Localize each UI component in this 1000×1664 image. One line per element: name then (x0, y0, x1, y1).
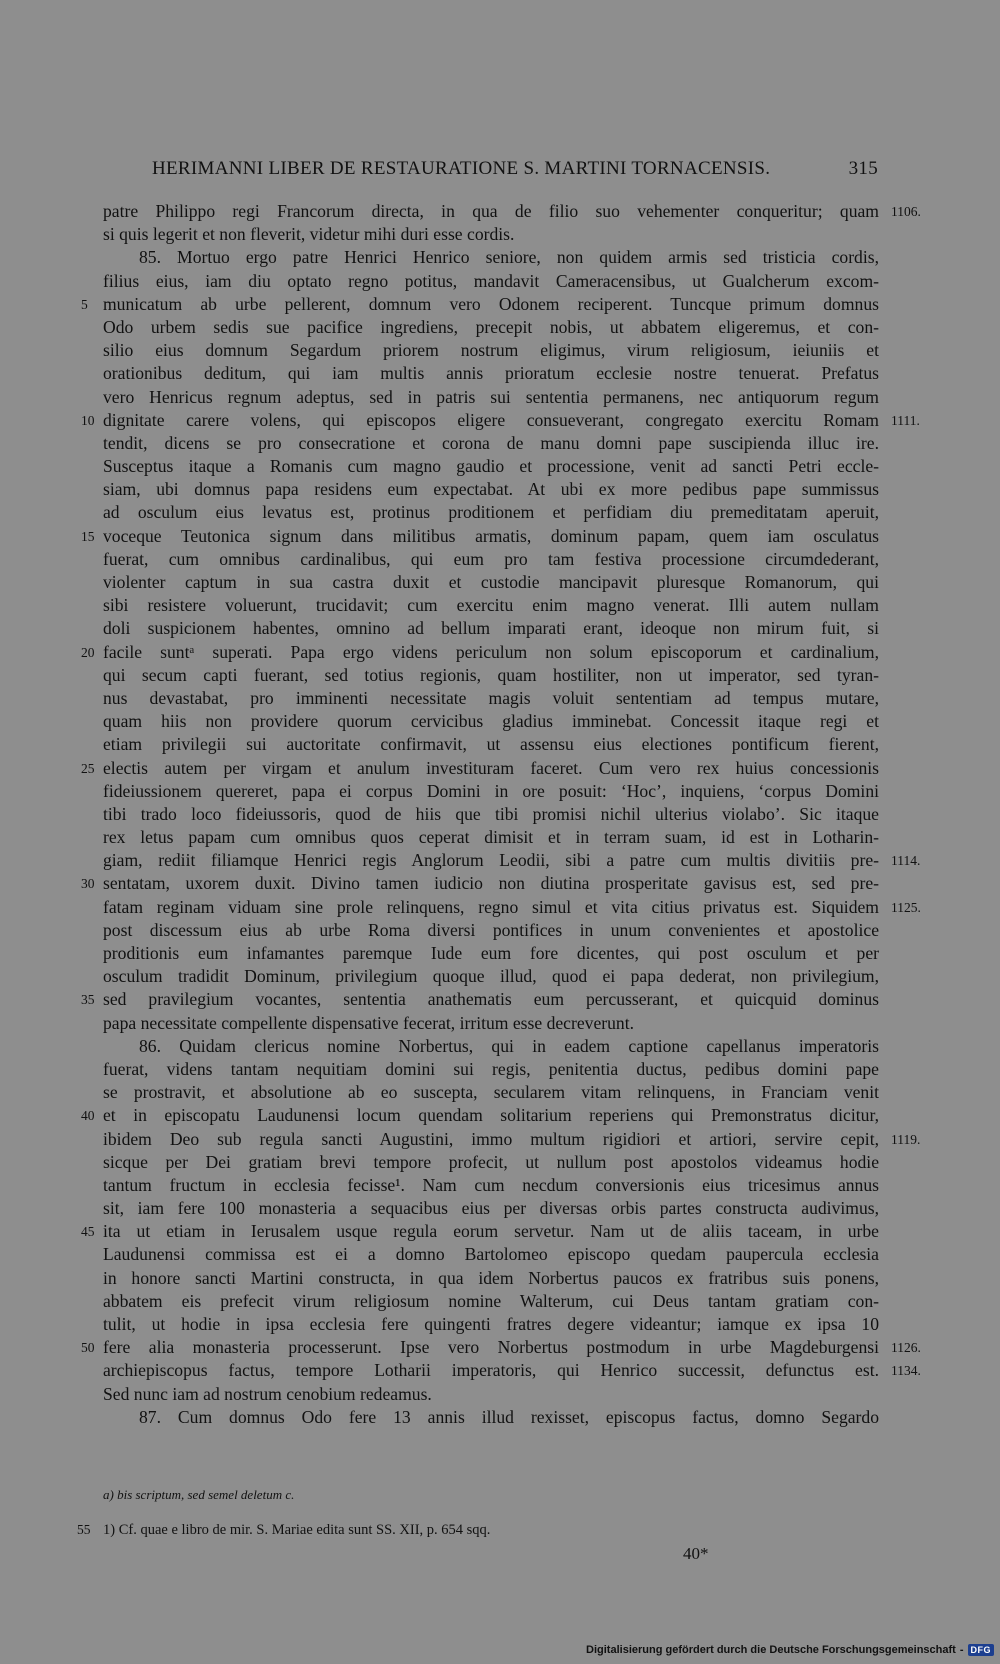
text-line (81, 988, 879, 1011)
text-line (103, 687, 879, 710)
line-text: giam, rediit filiamque Henrici regis Anglorum Leodii, sibi a patre cum multis divitiis pre- (103, 850, 879, 871)
line-text: ad osculum eius levatus est, protinus proditionem et perfidiam diu premeditatam aperuit, (103, 502, 879, 523)
line-text: doli suspicionem habentes, omnino ad bellum imparati erant, ideoque non mirum fuit, si (103, 618, 879, 639)
line-text: rex letus papam cum omnibus quos ceperat dimisit et in terram suam, id est in Lotharin- (103, 827, 879, 848)
text-line (103, 571, 879, 594)
line-number: 30 (81, 876, 95, 892)
line-text: proditionis eum infamantes paremque Iude eum fore dicentes, qui post osculum et per (103, 943, 879, 963)
text-line (103, 1081, 879, 1104)
text-line (103, 339, 879, 362)
text-line (103, 780, 879, 803)
line-text: et in episcopatu Laudunensi locum quendam solitarium reperiens qui Premonstratus dicitur, (103, 1105, 879, 1126)
line-text: in honore sancti Martini constructa, in qua idem Norbertus paucos ex fratribus suis ponens, (103, 1267, 879, 1288)
line-number: 20 (81, 644, 95, 660)
text-line (103, 1383, 879, 1406)
margin-year: 1119. (891, 1131, 921, 1147)
line-text: electis autem per virgam et anulum investituram faceret. Cum vero rex huius concessionis (103, 757, 879, 778)
line-number: 15 (81, 528, 95, 544)
text-line (103, 1359, 921, 1382)
margin-year: 1114. (891, 853, 921, 869)
text-line (103, 1012, 879, 1035)
line-text: fuerat, videns tantam nequitiam domini sui regis, penitentia ductus, pedibus domini pape (103, 1058, 879, 1079)
text-line (103, 270, 879, 293)
line-number: 55 (77, 1522, 91, 1537)
text-line (103, 1035, 879, 1058)
margin-year: 1111. (891, 412, 920, 428)
line-text: patre Philippo regi Francorum directa, in qua de filio suo vehementer conqueritur; quam (103, 201, 879, 221)
text-line (103, 617, 879, 640)
line-text: quam hiis non providere quorum cervicibus gladius imminebat. Concessit itaque regi et (103, 711, 879, 732)
text-line (103, 664, 879, 687)
footnote-a: a) bis scriptum, sed semel deletum c. (103, 1487, 295, 1502)
text-line (103, 386, 879, 409)
margin-year: 1106. (891, 204, 921, 219)
line-text: etiam privilegii sui auctoritate confirmavit, ut assensu eius electiones pontificum fierent, (103, 734, 879, 755)
line-text: fere alia monasteria processerunt. Ipse vero Norbertus postmodum in urbe Magdeburgensi (103, 1337, 879, 1358)
text-line (103, 1197, 879, 1220)
text-line (103, 803, 879, 826)
text-line (103, 710, 879, 733)
header-title: HERIMANNI LIBER DE RESTAURATIONE S. MARTINI TORNACENSIS. (152, 158, 771, 179)
line-text: tantum fructum in ecclesia fecisse¹. Nam cum necdum conversionis eius tricesimus annus (103, 1174, 879, 1195)
text-line (103, 432, 879, 455)
line-text: tibi trado loco fideiussoris, quod de hiis que tibi promisi nichil ulterius violabo’. Sic itaque (103, 803, 879, 824)
text-line (103, 1151, 879, 1174)
line-number: 40 (81, 1108, 95, 1124)
line-text: voceque Teutonica signum dans militibus armatis, dominum papam, quem iam osculatus (103, 525, 879, 546)
line-text: facile suntᵃ superati. Papa ergo videns periculum non solum episcoporum et cardinalium, (103, 641, 879, 662)
text-line (81, 1220, 879, 1243)
text-line (103, 501, 879, 524)
line-text: sit, iam fere 100 monasteria a sequacibus eius per diversas orbis partes constructa audivimus, (103, 1198, 879, 1219)
text-line (103, 1243, 879, 1266)
line-text: sicque per Dei gratiam brevi tempore profecit, ut nullum post apostolos videamus hodie (103, 1151, 879, 1172)
signature-mark: 40* (683, 1544, 709, 1563)
text-line (103, 1267, 879, 1290)
line-text: Laudunensi commissa est ei a domno Bartolomeo episcopo quedam paupercula ecclesia (103, 1244, 879, 1265)
line-text: ita ut etiam in Ierusalem usque regula eorum servetur. Nam ut de aliis taceam, in urbe (103, 1221, 879, 1242)
text-line (103, 849, 921, 872)
line-text: municatum ab urbe pellerent, domnum vero Odonem reciperent. Tuncque primum domnus (103, 293, 879, 314)
line-text: tendit, dicens se pro consecratione et corona de manu domni pape suscipienda illuc ire. (103, 432, 879, 453)
line-text: 87. Cum domnus Odo fere 13 annis illud rexisset, episcopus factus, domno Segardo (139, 1406, 879, 1427)
line-text: filius eius, iam diu optato regno potitus, mandavit Cameracensibus, ut Gualcherum excom- (103, 270, 879, 291)
text-line (103, 455, 879, 478)
margin-year: 1125. (891, 899, 921, 915)
running-header (150, 158, 880, 186)
line-text: fatam reginam viduam sine prole relinquens, regno simul et vita citius privatus est. Siquidem (103, 896, 879, 917)
footnote-1 (77, 1518, 879, 1542)
text-line (103, 223, 879, 246)
text-line (103, 826, 879, 849)
text-line (103, 200, 921, 223)
line-text: silio eius domnum Segardum priorem nostrum eligimus, virum religiosum, ieiuniis et (103, 340, 879, 361)
text-line (103, 548, 879, 571)
text-line (103, 942, 879, 965)
line-text: ibidem Deo sub regula sancti Augustini, immo multum rigidiori et artiori, servire cepit, (103, 1128, 879, 1149)
margin-year: 1134. (891, 1363, 921, 1379)
line-text: qui secum capti fuerant, sed totius regionis, quam hostiliter, non ut imperator, sed tyran- (103, 664, 879, 685)
text-line (103, 1174, 879, 1197)
line-text: osculum tradidit Dominum, privilegium quoque illud, quod ei papa dederat, non privilegium, (103, 966, 879, 987)
page-number: 315 (848, 158, 878, 179)
line-text: nus devastabat, pro imminenti necessitate magis voluit sententiam ad tempus mutare, (103, 687, 879, 708)
line-text: post discessum eius ab urbe Roma diversi pontifices in unum convenientes et apostolice (103, 919, 879, 940)
footer-credit: Digitalisierung gefördert durch die Deutsche Forschungsgemeinschaft - DFG (586, 1642, 994, 1658)
line-text: 86. Quidam clericus nomine Norbertus, qui in eadem captione capellanus imperatoris (139, 1035, 879, 1056)
margin-year: 1126. (891, 1340, 921, 1356)
text-line (103, 362, 879, 385)
text-line (103, 1290, 879, 1313)
text-line (103, 733, 879, 756)
line-text: orationibus deditum, qui iam multis annis prioratum ecclesie nostre tenuerat. Prefatus (103, 363, 879, 384)
text-line (103, 1406, 879, 1429)
footnote-1-text: 1) Cf. quae e libro de mir. S. Mariae edita sunt SS. XII, p. 654 sqq. (103, 1522, 491, 1538)
text-line (103, 594, 879, 617)
line-text: Susceptus itaque a Romanis cum magno gaudio et processione, venit ad sancti Petri eccle- (103, 456, 879, 477)
text-line (81, 409, 920, 432)
text-line (81, 525, 879, 548)
line-number: 25 (81, 760, 95, 776)
text-line (103, 478, 879, 501)
line-text: sed pravilegium vocantes, sententia anathematis eum percusserant, et quicquid dominus (103, 989, 879, 1010)
text-line (81, 757, 879, 780)
line-text: si quis legerit et non fleverit, videtur mihi duri esse cordis. (103, 224, 515, 245)
line-text: fideiussionem quereret, papa ei corpus Domini in ore posuit: ‘Hoc’, inquiens, ‘corpus Domini (103, 780, 879, 801)
line-text: abbatem eis prefecit virum religiosum nomine Walterum, cui Deus tantam gratiam con- (103, 1290, 879, 1311)
line-text: vero Henricus regnum adeptus, sed in patris sui sententia permanens, nec antiquorum regum (103, 386, 879, 407)
line-text: violenter captum in sua castra duxit et custodie mancipavit pluresque Romanorum, qui (103, 572, 879, 592)
text-line (81, 872, 879, 895)
line-number: 35 (81, 992, 95, 1008)
dfg-logo: DFG (968, 1644, 995, 1656)
text-line (103, 1313, 879, 1336)
text-line (103, 919, 879, 942)
text-line (81, 293, 879, 316)
footer-text: Digitalisierung gefördert durch die Deutsche Forschungsgemeinschaft (586, 1644, 956, 1656)
main-text (81, 200, 921, 1429)
text-line (103, 246, 879, 269)
line-number: 10 (81, 412, 95, 428)
line-text: papa necessitate compellente dispensative fecerat, irritum esse decreverunt. (103, 1012, 634, 1033)
line-text: fuerat, cum omnibus cardinalibus, qui eum pro tam festiva processione circumdederant, (103, 548, 879, 569)
text-line (81, 1104, 879, 1127)
footnotes (77, 1484, 879, 1542)
text-line (103, 896, 921, 919)
line-text: Sed nunc iam ad nostrum cenobium redeamus. (103, 1383, 432, 1404)
text-line (81, 641, 879, 664)
line-text: Odo urbem sedis sue pacifice ingrediens, precepit nobis, ut abbatem eligeremus, et con- (103, 316, 879, 337)
line-text: siam, ubi domnus papa residens eum expectabat. At ubi ex more pedibus pape summissus (103, 479, 879, 500)
line-text: se prostravit, et absolutione ab eo suscepta, secularem vitam relinquens, in Franciam venit (103, 1082, 879, 1103)
line-text: dignitate carere volens, qui episcopos eligere consueverant, congregato exercitu Romam (103, 409, 879, 430)
line-text: 85. Mortuo ergo patre Henrici Henrico seniore, non quidem armis sed tristicia cordis, (139, 247, 879, 268)
line-text: archiepiscopus factus, tempore Lotharii imperatoris, qui Henrico successit, defunctus est. (103, 1360, 879, 1381)
text-line (103, 965, 879, 988)
line-number: 45 (81, 1224, 95, 1240)
line-text: sentatam, uxorem duxit. Divino tamen iudicio non diutina prosperitate gavisus est, sed pre- (103, 873, 879, 894)
text-line (103, 316, 879, 339)
text-line (103, 1058, 879, 1081)
line-text: tulit, ut hodie in ipsa ecclesia fere quingenti fratres degere videantur; iamque ex ipsa 10 (103, 1314, 879, 1334)
line-number: 50 (81, 1340, 95, 1356)
line-number: 5 (81, 296, 88, 312)
text-line (81, 1336, 921, 1359)
line-text: sibi resistere voluerunt, trucidavit; cum exercitu enim magno venerat. Illi autem nullam (103, 595, 879, 616)
text-line (103, 1128, 921, 1151)
